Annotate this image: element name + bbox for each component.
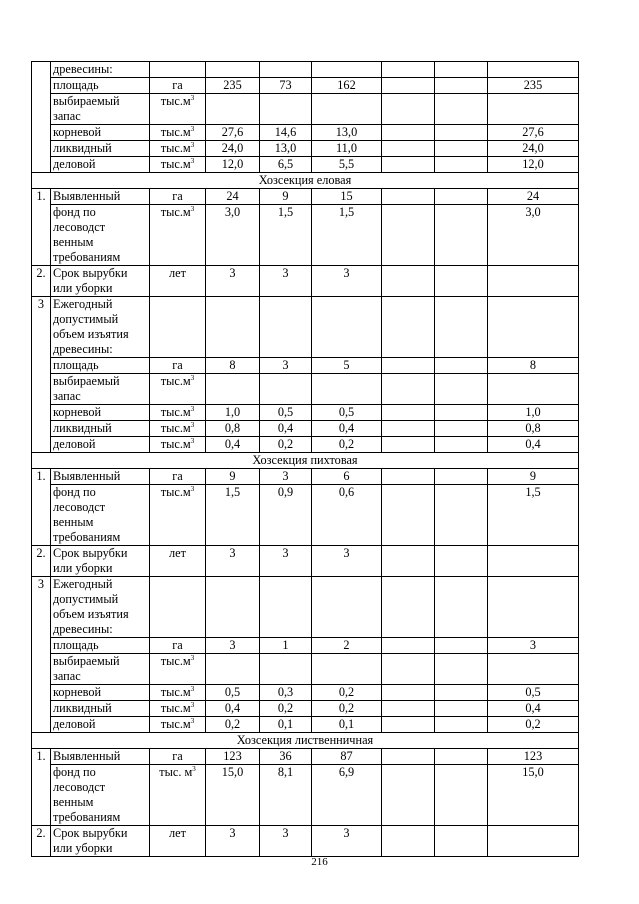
unit-cell — [150, 826, 206, 857]
value-cell — [435, 469, 488, 485]
unit-text: тыс.м — [160, 94, 191, 108]
value-cell: 24 — [206, 189, 260, 205]
value-cell — [488, 546, 579, 577]
value-cell: 162 — [312, 78, 382, 94]
section-header-row — [32, 733, 579, 749]
value-cell — [382, 717, 435, 733]
value-cell — [435, 717, 488, 733]
value-cell: 15 — [312, 189, 382, 205]
value-cell: 0,5 — [488, 685, 579, 701]
indicator-label: Выявленный — [51, 469, 150, 485]
indicator-label: корневой — [51, 125, 150, 141]
unit-cell — [150, 685, 206, 701]
value-cell: 2 — [312, 638, 382, 654]
value-cell: 3,0 — [488, 205, 579, 266]
value-cell: 8 — [206, 358, 260, 374]
value-cell — [488, 374, 579, 405]
indicator-label: корневой — [51, 685, 150, 701]
value-cell — [260, 374, 312, 405]
unit-exponent: 3 — [190, 484, 195, 493]
unit-text: га — [172, 469, 183, 483]
value-cell — [382, 266, 435, 297]
value-cell: 27,6 — [488, 125, 579, 141]
value-cell: 3 — [260, 266, 312, 297]
value-cell — [435, 189, 488, 205]
table-row — [32, 421, 579, 437]
value-cell — [206, 94, 260, 125]
value-cell: 3 — [260, 469, 312, 485]
value-cell: 3 — [260, 546, 312, 577]
value-cell — [435, 62, 488, 78]
value-cell: 3 — [206, 546, 260, 577]
row-number: 2. — [32, 826, 51, 857]
indicator-label: ликвидный — [51, 141, 150, 157]
unit-cell — [150, 297, 206, 358]
value-cell: 0,5 — [312, 405, 382, 421]
section-title: Хозсекция пихтовая — [32, 453, 579, 469]
value-cell — [435, 421, 488, 437]
unit-cell — [150, 374, 206, 405]
unit-exponent: 3 — [190, 156, 195, 165]
indicator-label: площадь — [51, 358, 150, 374]
value-cell: 6,5 — [260, 157, 312, 173]
value-cell — [312, 577, 382, 638]
table-row — [32, 717, 579, 733]
indicator-label: выбираемый запас — [51, 94, 150, 125]
value-cell: 0,3 — [260, 685, 312, 701]
unit-text: тыс.м — [160, 374, 191, 388]
unit-text: тыс.м — [160, 157, 191, 171]
value-cell — [382, 469, 435, 485]
unit-text: тыс.м — [160, 405, 191, 419]
unit-text: тыс.м — [160, 485, 191, 499]
value-cell: 0,9 — [260, 485, 312, 546]
value-cell — [382, 577, 435, 638]
unit-cell — [150, 717, 206, 733]
value-cell: 0,4 — [206, 437, 260, 453]
unit-cell — [150, 469, 206, 485]
value-cell: 0,8 — [488, 421, 579, 437]
value-cell: 27,6 — [206, 125, 260, 141]
value-cell — [206, 374, 260, 405]
unit-exponent: 3 — [190, 373, 195, 382]
row-number: 1. — [32, 469, 51, 546]
indicator-label: фонд по лесоводст венным требованиям — [51, 485, 150, 546]
unit-exponent: 3 — [192, 764, 196, 773]
unit-text: га — [172, 189, 183, 203]
value-cell — [312, 94, 382, 125]
table-row — [32, 205, 579, 266]
indicator-label: фонд по лесоводст венным требованиям — [51, 765, 150, 826]
indicator-label: ликвидный — [51, 421, 150, 437]
value-cell: 0,4 — [206, 701, 260, 717]
value-cell — [435, 765, 488, 826]
value-cell: 3 — [206, 826, 260, 857]
value-cell — [435, 405, 488, 421]
value-cell: 0,1 — [260, 717, 312, 733]
value-cell — [312, 62, 382, 78]
unit-cell — [150, 405, 206, 421]
value-cell: 6 — [312, 469, 382, 485]
value-cell: 3,0 — [206, 205, 260, 266]
table-row — [32, 685, 579, 701]
value-cell: 0,5 — [206, 685, 260, 701]
table-row — [32, 62, 579, 78]
value-cell — [488, 297, 579, 358]
unit-exponent: 3 — [190, 684, 195, 693]
value-cell: 235 — [206, 78, 260, 94]
value-cell: 87 — [312, 749, 382, 765]
value-cell: 0,8 — [206, 421, 260, 437]
unit-cell — [150, 205, 206, 266]
indicator-label: корневой — [51, 405, 150, 421]
table-row — [32, 701, 579, 717]
indicator-label: Срок вырубки или уборки — [51, 546, 150, 577]
unit-cell — [150, 266, 206, 297]
unit-cell — [150, 157, 206, 173]
unit-cell — [150, 437, 206, 453]
value-cell: 24,0 — [206, 141, 260, 157]
value-cell — [435, 685, 488, 701]
value-cell — [260, 654, 312, 685]
value-cell — [382, 297, 435, 358]
unit-exponent: 3 — [190, 93, 195, 102]
unit-text: га — [172, 358, 183, 372]
value-cell: 123 — [488, 749, 579, 765]
value-cell — [435, 749, 488, 765]
value-cell: 0,4 — [488, 701, 579, 717]
value-cell — [260, 94, 312, 125]
value-cell — [435, 266, 488, 297]
row-number: 2. — [32, 546, 51, 577]
value-cell — [382, 94, 435, 125]
unit-text: тыс. м — [159, 765, 193, 779]
value-cell: 13,0 — [260, 141, 312, 157]
value-cell — [435, 437, 488, 453]
value-cell: 36 — [260, 749, 312, 765]
value-cell — [382, 765, 435, 826]
row-number: 1. — [32, 189, 51, 266]
indicator-label: площадь — [51, 638, 150, 654]
unit-cell — [150, 701, 206, 717]
value-cell: 11,0 — [312, 141, 382, 157]
value-cell — [382, 685, 435, 701]
unit-text: лет — [169, 826, 186, 840]
unit-exponent: 3 — [190, 420, 195, 429]
unit-text: лет — [169, 546, 186, 560]
value-cell: 12,0 — [206, 157, 260, 173]
value-cell — [435, 374, 488, 405]
unit-cell — [150, 189, 206, 205]
indicator-label: деловой — [51, 437, 150, 453]
table-row — [32, 358, 579, 374]
value-cell — [260, 577, 312, 638]
value-cell — [382, 358, 435, 374]
section-header-row — [32, 453, 579, 469]
value-cell — [435, 654, 488, 685]
row-number: 3 — [32, 297, 51, 453]
table-row — [32, 374, 579, 405]
unit-exponent: 3 — [190, 436, 195, 445]
value-cell — [488, 577, 579, 638]
value-cell: 9 — [488, 469, 579, 485]
unit-exponent: 3 — [190, 404, 195, 413]
value-cell — [206, 297, 260, 358]
value-cell — [206, 654, 260, 685]
value-cell — [312, 297, 382, 358]
unit-cell — [150, 577, 206, 638]
table-row — [32, 78, 579, 94]
unit-cell — [150, 654, 206, 685]
unit-cell — [150, 765, 206, 826]
row-number: 2. — [32, 266, 51, 297]
indicator-label: Срок вырубки или уборки — [51, 826, 150, 857]
value-cell — [435, 358, 488, 374]
unit-cell — [150, 749, 206, 765]
unit-text: га — [172, 78, 183, 92]
value-cell: 3 — [488, 638, 579, 654]
unit-text: лет — [169, 266, 186, 280]
value-cell — [435, 94, 488, 125]
value-cell — [382, 205, 435, 266]
value-cell — [435, 297, 488, 358]
value-cell — [382, 485, 435, 546]
value-cell — [435, 826, 488, 857]
value-cell — [488, 266, 579, 297]
table-row — [32, 654, 579, 685]
section-title: Хозсекция лиственничная — [32, 733, 579, 749]
table-row — [32, 765, 579, 826]
value-cell: 6,9 — [312, 765, 382, 826]
value-cell: 0,5 — [260, 405, 312, 421]
value-cell — [382, 749, 435, 765]
unit-text: тыс.м — [160, 685, 191, 699]
unit-text: тыс.м — [160, 421, 191, 435]
unit-text: тыс.м — [160, 654, 191, 668]
value-cell — [382, 62, 435, 78]
value-cell — [382, 421, 435, 437]
value-cell — [382, 405, 435, 421]
value-cell — [488, 826, 579, 857]
value-cell: 12,0 — [488, 157, 579, 173]
indicator-label: Выявленный — [51, 189, 150, 205]
table-row — [32, 141, 579, 157]
unit-text: тыс.м — [160, 701, 191, 715]
unit-cell — [150, 485, 206, 546]
value-cell: 3 — [312, 826, 382, 857]
value-cell — [382, 826, 435, 857]
value-cell — [435, 638, 488, 654]
value-cell — [435, 78, 488, 94]
table-row — [32, 297, 579, 358]
table-row — [32, 485, 579, 546]
row-number: 1. — [32, 749, 51, 826]
unit-text: га — [172, 638, 183, 652]
value-cell: 8 — [488, 358, 579, 374]
unit-cell — [150, 421, 206, 437]
table-row — [32, 826, 579, 857]
value-cell: 123 — [206, 749, 260, 765]
value-cell: 3 — [260, 358, 312, 374]
unit-text: тыс.м — [160, 205, 191, 219]
unit-cell — [150, 141, 206, 157]
indicator-label: Срок вырубки или уборки — [51, 266, 150, 297]
value-cell: 235 — [488, 78, 579, 94]
value-cell: 1 — [260, 638, 312, 654]
value-cell — [435, 125, 488, 141]
value-cell: 3 — [206, 266, 260, 297]
indicator-label: Ежегодный допустимый объем изъятия древесины: — [51, 297, 150, 358]
section-header-row — [32, 173, 579, 189]
value-cell: 8,1 — [260, 765, 312, 826]
value-cell — [488, 62, 579, 78]
value-cell: 1,0 — [206, 405, 260, 421]
value-cell — [382, 546, 435, 577]
table-row — [32, 405, 579, 421]
table-row — [32, 749, 579, 765]
value-cell — [382, 374, 435, 405]
unit-cell — [150, 94, 206, 125]
table-row — [32, 638, 579, 654]
value-cell: 1,5 — [312, 205, 382, 266]
unit-exponent: 3 — [190, 140, 195, 149]
value-cell: 0,4 — [488, 437, 579, 453]
value-cell: 73 — [260, 78, 312, 94]
value-cell: 3 — [206, 638, 260, 654]
table-row — [32, 546, 579, 577]
value-cell — [488, 94, 579, 125]
unit-cell — [150, 78, 206, 94]
table-row — [32, 266, 579, 297]
table-row — [32, 577, 579, 638]
value-cell — [435, 157, 488, 173]
table-row — [32, 157, 579, 173]
table-row — [32, 469, 579, 485]
value-cell: 3 — [312, 266, 382, 297]
value-cell: 9 — [206, 469, 260, 485]
value-cell: 0,4 — [260, 421, 312, 437]
indicator-label: площадь — [51, 78, 150, 94]
unit-exponent: 3 — [190, 124, 195, 133]
table-row — [32, 125, 579, 141]
value-cell — [382, 437, 435, 453]
value-cell: 5 — [312, 358, 382, 374]
value-cell: 1,5 — [260, 205, 312, 266]
unit-cell — [150, 125, 206, 141]
value-cell: 0,2 — [206, 717, 260, 733]
value-cell — [435, 701, 488, 717]
unit-exponent: 3 — [190, 204, 195, 213]
value-cell — [382, 141, 435, 157]
value-cell: 3 — [260, 826, 312, 857]
value-cell: 15,0 — [206, 765, 260, 826]
indicator-label: выбираемый запас — [51, 654, 150, 685]
value-cell — [260, 62, 312, 78]
value-cell: 0,2 — [312, 685, 382, 701]
row-number — [32, 62, 51, 173]
indicator-label: фонд по лесоводст венным требованиям — [51, 205, 150, 266]
value-cell — [312, 374, 382, 405]
value-cell — [435, 577, 488, 638]
value-cell: 9 — [260, 189, 312, 205]
value-cell: 0,1 — [312, 717, 382, 733]
section-title: Хозсекция еловая — [32, 173, 579, 189]
unit-text: тыс.м — [160, 125, 191, 139]
unit-text: тыс.м — [160, 141, 191, 155]
indicator-label: деловой — [51, 717, 150, 733]
unit-text: тыс.м — [160, 437, 191, 451]
unit-cell — [150, 546, 206, 577]
value-cell: 0,2 — [312, 437, 382, 453]
unit-cell — [150, 358, 206, 374]
value-cell — [382, 701, 435, 717]
page-number: 216 — [311, 856, 328, 868]
value-cell: 24 — [488, 189, 579, 205]
value-cell: 1,5 — [488, 485, 579, 546]
value-cell — [260, 297, 312, 358]
value-cell: 1,0 — [488, 405, 579, 421]
value-cell: 0,6 — [312, 485, 382, 546]
table-row — [32, 437, 579, 453]
unit-cell — [150, 638, 206, 654]
forest-fund-table — [31, 61, 579, 857]
value-cell: 0,2 — [312, 701, 382, 717]
indicator-label: Выявленный — [51, 749, 150, 765]
indicator-label: Ежегодный допустимый объем изъятия древесины: — [51, 577, 150, 638]
indicator-label: ликвидный — [51, 701, 150, 717]
value-cell: 3 — [312, 546, 382, 577]
value-cell — [206, 62, 260, 78]
value-cell — [435, 205, 488, 266]
value-cell: 15,0 — [488, 765, 579, 826]
value-cell: 24,0 — [488, 141, 579, 157]
value-cell: 0,2 — [260, 701, 312, 717]
indicator-label: выбираемый запас — [51, 374, 150, 405]
table-row — [32, 189, 579, 205]
value-cell — [382, 189, 435, 205]
value-cell — [382, 78, 435, 94]
indicator-label: древесины: — [51, 62, 150, 78]
value-cell — [382, 638, 435, 654]
value-cell: 5,5 — [312, 157, 382, 173]
value-cell — [382, 125, 435, 141]
value-cell — [435, 485, 488, 546]
value-cell: 13,0 — [312, 125, 382, 141]
value-cell: 1,5 — [206, 485, 260, 546]
value-cell — [206, 577, 260, 638]
table-row — [32, 94, 579, 125]
unit-text: тыс.м — [160, 717, 191, 731]
value-cell: 0,2 — [260, 437, 312, 453]
indicator-label: деловой — [51, 157, 150, 173]
value-cell — [382, 157, 435, 173]
value-cell: 0,2 — [488, 717, 579, 733]
value-cell — [435, 141, 488, 157]
unit-exponent: 3 — [190, 700, 195, 709]
row-number: 3 — [32, 577, 51, 733]
value-cell: 14,6 — [260, 125, 312, 141]
value-cell — [488, 654, 579, 685]
unit-exponent: 3 — [190, 716, 195, 725]
unit-exponent: 3 — [190, 653, 195, 662]
value-cell — [435, 546, 488, 577]
unit-cell — [150, 62, 206, 78]
unit-text: га — [172, 749, 183, 763]
value-cell: 0,4 — [312, 421, 382, 437]
value-cell — [382, 654, 435, 685]
value-cell — [312, 654, 382, 685]
